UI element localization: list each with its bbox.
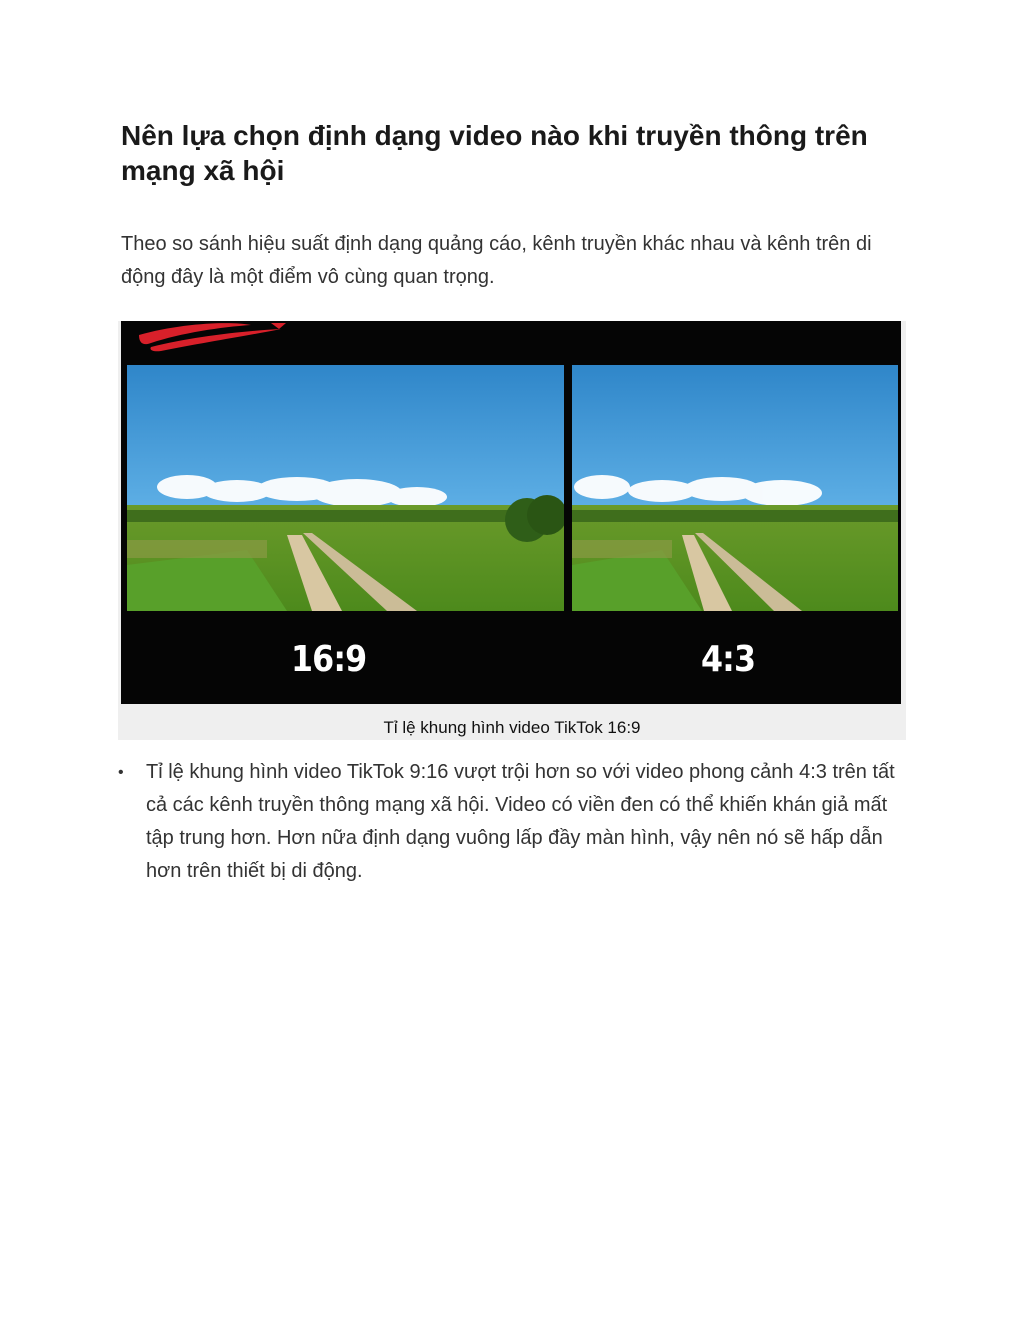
- list-item-text: Tỉ lệ khung hình video TikTok 9:16 vượt trội hơn so với video phong cảnh 4:3 trên tất cả các kênh truyền thông mạng xã hội. Video có viền đen có thể khiến khán giả mất tập trung hơn. Hơn nữa định dạng vuông lấp đầy màn hình, vậy nên nó sẽ hấp dẫn hơn trên thiết bị di động.: [146, 761, 895, 882]
- figure-caption: Tỉ lệ khung hình video TikTok 16:9: [383, 718, 641, 737]
- aspect-ratio-comparison-image: [121, 321, 901, 704]
- intro-paragraph: Theo so sánh hiệu suất định dạng quảng cáo, kênh truyền khác nhau và kênh trên di động đây là một điểm vô cùng quan trọng.: [121, 233, 872, 288]
- aspect-ratio-figure: [118, 321, 906, 740]
- ratio-label-16-9: 16:9: [291, 639, 367, 680]
- ratio-label-4-3: 4:3: [701, 639, 756, 680]
- list-item: [118, 756, 916, 888]
- brand-logo-swoosh: [121, 321, 301, 361]
- bullet-list: [118, 756, 916, 888]
- landscape-pane-4-3: [572, 365, 898, 611]
- landscape-pane-16-9: [127, 365, 564, 611]
- bullet-icon: •: [118, 764, 124, 781]
- article-heading: Nên lựa chọn định dạng video nào khi truyền thông trên mạng xã hội: [121, 120, 868, 186]
